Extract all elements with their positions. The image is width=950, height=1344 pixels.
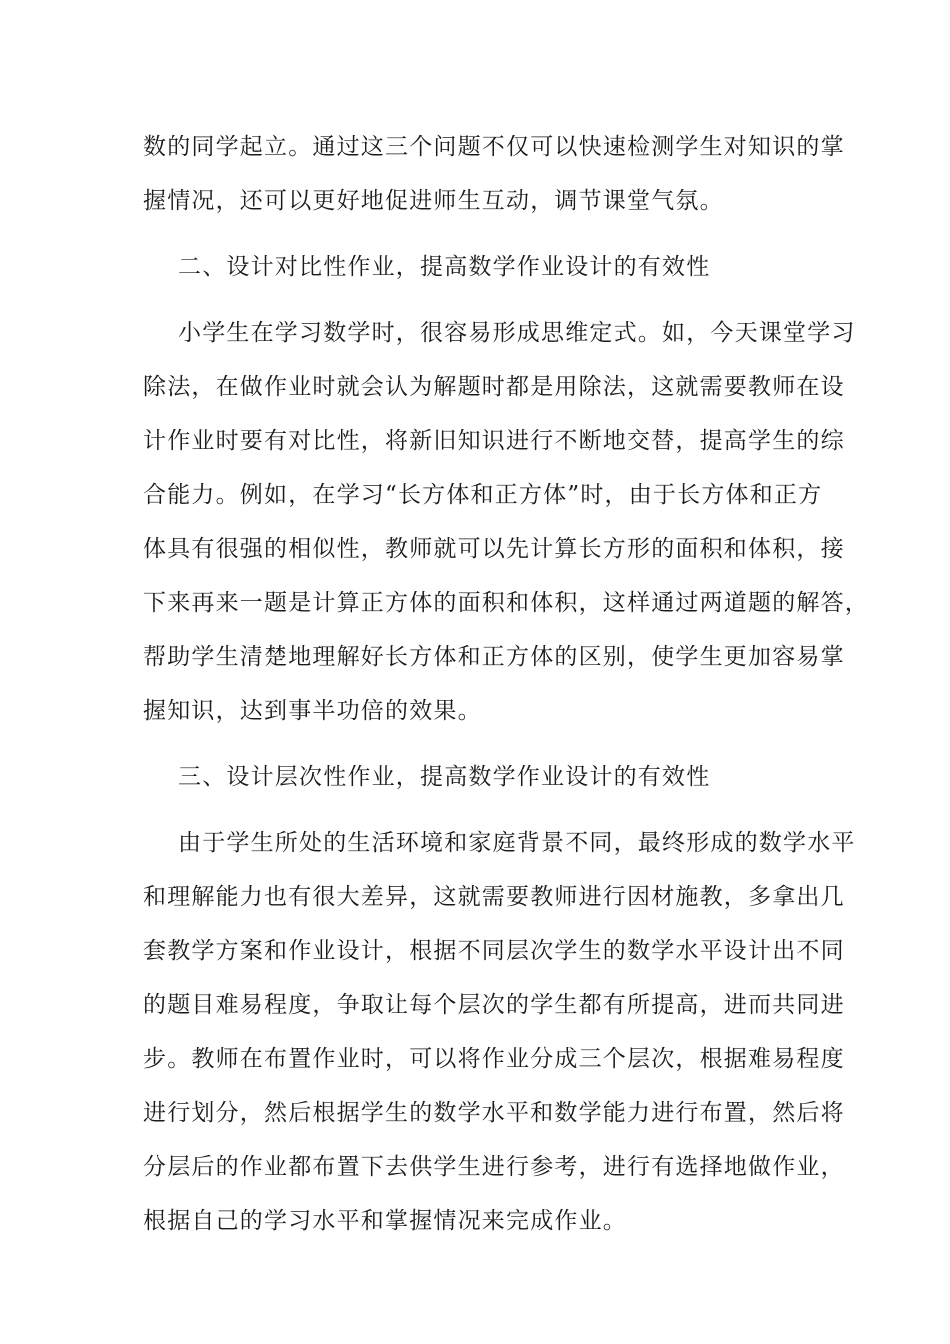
paragraph-line: 套教学方案和作业设计，根据不同层次学生的数学水平设计出不同 (143, 938, 845, 964)
paragraph-line: 分层后的作业都布置下去供学生进行参考，进行有选择地做作业， (143, 1154, 845, 1180)
paragraph-line: 握知识，达到事半功倍的效果。 (143, 698, 482, 724)
paragraph-line: 根据自己的学习水平和掌握情况来完成作业。 (143, 1208, 627, 1234)
section-heading: 二、设计对比性作业，提高数学作业设计的有效性 (178, 254, 711, 280)
paragraph-line: 体具有很强的相似性，教师就可以先计算长方形的面积和体积，接 (143, 536, 845, 562)
paragraph-line: 和理解能力也有很大差异，这就需要教师进行因材施教，多拿出几 (143, 884, 845, 910)
paragraph-line: 握情况，还可以更好地促进师生互动，调节课堂气氛。 (143, 188, 724, 214)
paragraph-line: 的题目难易程度，争取让每个层次的学生都有所提高，进而共同进 (143, 992, 845, 1018)
paragraph-line: 合能力。例如，在学习“长方体和正方体”时，由于长方体和正方 (143, 482, 823, 508)
section-heading: 三、设计层次性作业，提高数学作业设计的有效性 (178, 764, 711, 790)
paragraph-line: 下来再来一题是计算正方体的面积和体积，这样通过两道题的解答， (143, 590, 869, 616)
paragraph-line: 计作业时要有对比性，将新旧知识进行不断地交替，提高学生的综 (143, 428, 845, 454)
paragraph-line: 帮助学生清楚地理解好长方体和正方体的区别，使学生更加容易掌 (143, 644, 845, 670)
paragraph-line: 由于学生所处的生活环境和家庭背景不同，最终形成的数学水平 (178, 830, 856, 856)
paragraph-line: 小学生在学习数学时，很容易形成思维定式。如，今天课堂学习 (178, 320, 856, 346)
paragraph-line: 数的同学起立。通过这三个问题不仅可以快速检测学生对知识的掌 (143, 134, 845, 160)
paragraph-line: 步。教师在布置作业时，可以将作业分成三个层次，根据难易程度 (143, 1046, 845, 1072)
paragraph-line: 除法，在做作业时就会认为解题时都是用除法，这就需要教师在设 (143, 374, 845, 400)
paragraph-line: 进行划分，然后根据学生的数学水平和数学能力进行布置，然后将 (143, 1100, 845, 1126)
